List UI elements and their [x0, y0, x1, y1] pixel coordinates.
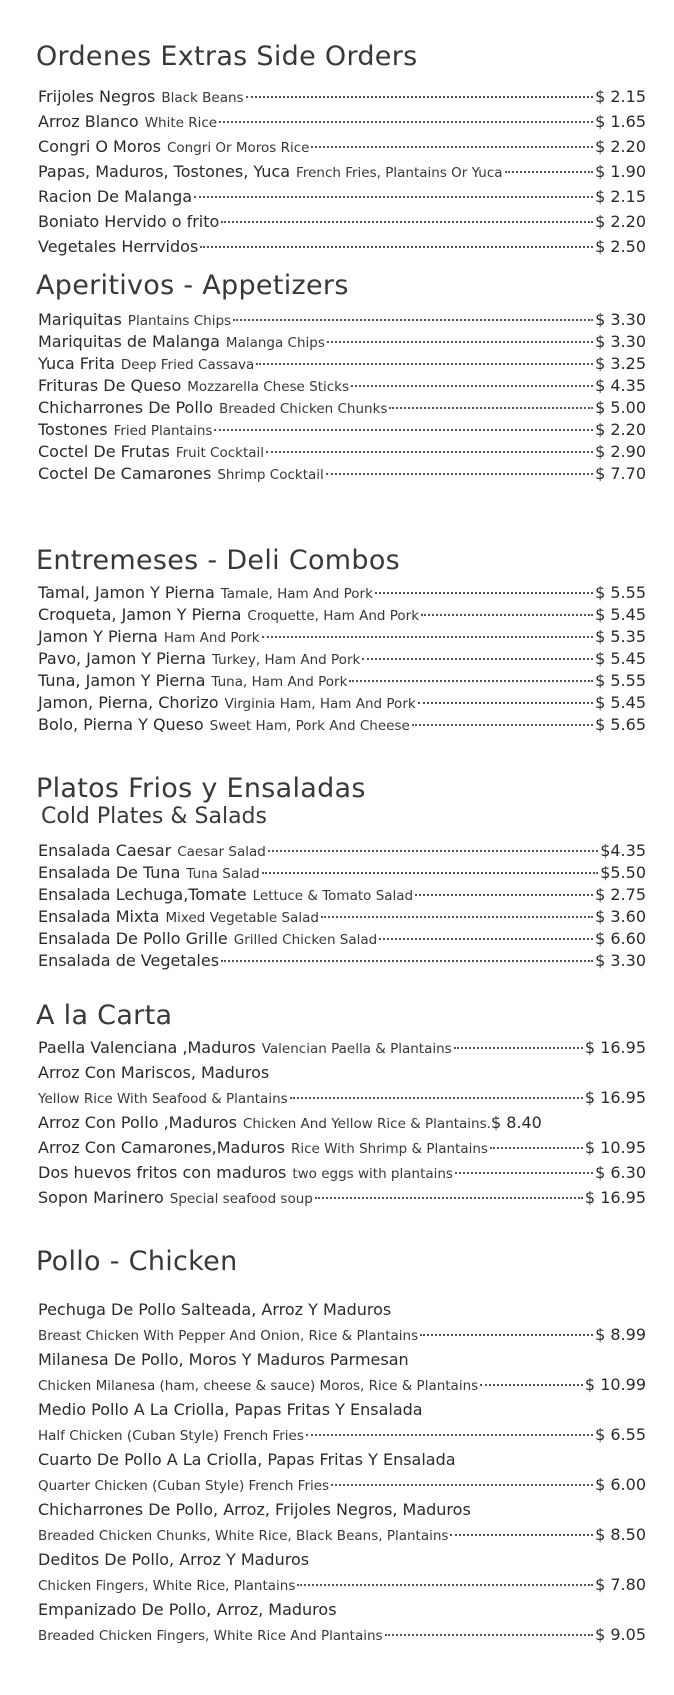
- menu-item-title-line: [38, 1397, 646, 1422]
- dot-leader: [326, 473, 593, 475]
- item-desc: Quarter Chicken (Cuban Style) French Fries: [38, 1478, 330, 1494]
- item-price: $ 8.50: [595, 1525, 646, 1544]
- section-title-side-orders: Ordenes Extras Side Orders: [36, 41, 418, 72]
- item-price: $ 2.20: [595, 212, 646, 231]
- item-name: Arroz Con Pollo ,Maduros: [38, 1113, 237, 1132]
- menu-item: [38, 1035, 646, 1060]
- item-name: Chicharrones De Pollo, Arroz, Frijoles Negros, Maduros: [38, 1500, 471, 1519]
- item-price: $ 3.60: [595, 907, 646, 926]
- item-price: $5.50: [600, 863, 646, 882]
- dot-leader: [420, 1334, 593, 1336]
- section-title-chicken: Pollo - Chicken: [36, 1246, 238, 1277]
- dot-leader: [246, 96, 594, 98]
- menu-item: [38, 209, 646, 234]
- item-price: $ 3.30: [595, 332, 646, 351]
- dot-leader: [256, 363, 593, 365]
- item-desc: Caesar Salad: [177, 844, 266, 860]
- dot-leader: [480, 1384, 583, 1386]
- item-price: $ 9.05: [595, 1625, 646, 1644]
- menu-item-desc-line: [38, 1572, 646, 1597]
- item-name: Arroz Con Mariscos, Maduros: [38, 1063, 270, 1082]
- item-price: $ 6.00: [595, 1475, 646, 1494]
- item-name: Papas, Maduros, Tostones, Yuca: [38, 162, 291, 181]
- item-desc: Breaded Chicken Fingers, White Rice And Plantains: [38, 1628, 383, 1644]
- deli-combos-list: [38, 582, 646, 736]
- item-price: $ 10.99: [584, 1375, 646, 1394]
- item-name: Empanizado De Pollo, Arroz, Maduros: [38, 1600, 337, 1619]
- dot-leader: [349, 680, 593, 682]
- dot-leader: [214, 429, 593, 431]
- item-price: $ 1.65: [595, 112, 646, 131]
- dot-leader: [290, 1097, 583, 1099]
- item-price: $ 8.40: [490, 1113, 542, 1132]
- side-orders-list: [38, 84, 646, 259]
- menu-item-title-line: [38, 1297, 646, 1322]
- item-desc: Breast Chicken With Pepper And Onion, Rice & Plantains: [38, 1328, 419, 1344]
- dot-leader: [321, 916, 593, 918]
- dot-leader: [454, 1047, 583, 1049]
- item-price: $ 2.15: [595, 87, 646, 106]
- item-name: Medio Pollo A La Criolla, Papas Fritas Y Ensalada: [38, 1400, 423, 1419]
- menu-item-title-line: [38, 1597, 646, 1622]
- item-desc: Croquette, Ham And Pork: [247, 608, 420, 624]
- item-name: Congri O Moros: [38, 137, 161, 156]
- dot-leader: [315, 1197, 583, 1199]
- item-price: $ 5.35: [595, 627, 646, 646]
- menu-item: [38, 648, 646, 670]
- item-name: Ensalada de Vegetales: [38, 951, 220, 970]
- item-desc: Breaded Chicken Chunks: [219, 401, 388, 417]
- menu-item: [38, 375, 646, 397]
- item-price: $ 6.30: [595, 1163, 646, 1182]
- item-desc: Breaded Chicken Chunks, White Rice, Black Beans, Plantains: [38, 1528, 449, 1544]
- item-desc: Shrimp Cocktail: [217, 467, 324, 483]
- item-price: $ 16.95: [584, 1088, 646, 1107]
- item-desc: Deep Fried Cassava: [120, 357, 255, 373]
- item-price: $ 6.60: [595, 929, 646, 948]
- item-name: Racion De Malanga: [38, 187, 193, 206]
- dot-leader: [505, 171, 594, 173]
- menu-item-desc-line: [38, 1522, 646, 1547]
- item-name: Tamal, Jamon Y Pierna: [38, 583, 215, 602]
- item-desc: Tuna, Ham And Pork: [211, 674, 348, 690]
- chicken-list: [38, 1297, 646, 1647]
- item-price: $ 2.50: [595, 237, 646, 256]
- item-price: $4.35: [600, 841, 646, 860]
- item-desc: Virginia Ham, Ham And Pork: [224, 696, 416, 712]
- dot-leader: [311, 146, 593, 148]
- item-desc: Fried Plantains: [113, 423, 213, 439]
- item-price: $ 5.55: [595, 583, 646, 602]
- menu-item-title-line: [38, 1547, 646, 1572]
- item-name: Coctel De Camarones: [38, 464, 212, 483]
- dot-leader: [351, 385, 593, 387]
- item-name: Chicharrones De Pollo: [38, 398, 214, 417]
- section-title-appetizers: Aperitivos - Appetizers: [36, 270, 349, 301]
- menu-item: [38, 463, 646, 485]
- item-name: Mariquitas de Malanga: [38, 332, 220, 351]
- menu-item: [38, 906, 646, 928]
- item-desc: Malanga Chips: [225, 335, 325, 351]
- item-price: $ 5.65: [595, 715, 646, 734]
- menu-item-title-line: [38, 1447, 646, 1472]
- item-name: Frituras De Queso: [38, 376, 182, 395]
- dot-leader: [362, 658, 593, 660]
- item-name: Ensalada De Tuna: [38, 863, 181, 882]
- item-name: Cuarto De Pollo A La Criolla, Papas Fritas Y Ensalada: [38, 1450, 456, 1469]
- item-desc: French Fries, Plantains Or Yuca: [296, 165, 503, 181]
- menu-item: [38, 1160, 646, 1185]
- dot-leader: [306, 1434, 593, 1436]
- menu-item: [38, 309, 646, 331]
- menu-item: [38, 840, 646, 862]
- menu-item-desc-line: [38, 1622, 646, 1647]
- menu-item-desc-line: [38, 1422, 646, 1447]
- menu-item: [38, 331, 646, 353]
- section-title-deli-combos: Entremeses - Deli Combos: [36, 545, 401, 576]
- item-desc: Rice With Shrimp & Plantains: [290, 1141, 488, 1157]
- item-desc: Half Chicken (Cuban Style) French Fries: [38, 1428, 304, 1444]
- dot-leader: [221, 960, 593, 962]
- item-price: $ 10.95: [584, 1138, 646, 1157]
- menu-item-desc-line: [38, 1372, 646, 1397]
- item-desc: two eggs with plantains: [292, 1166, 453, 1182]
- item-name: Boniato Hervido o frito: [38, 212, 220, 231]
- dot-leader: [327, 341, 593, 343]
- item-price: $ 2.20: [595, 420, 646, 439]
- item-name: Ensalada Lechuga,Tomate: [38, 885, 247, 904]
- item-name: Arroz Con Camarones,Maduros: [38, 1138, 285, 1157]
- menu-item: [38, 441, 646, 463]
- item-price: $ 7.80: [595, 1575, 646, 1594]
- menu-item: [38, 928, 646, 950]
- dot-leader: [266, 451, 593, 453]
- dot-leader: [455, 1172, 593, 1174]
- item-name: Dos huevos fritos con maduros: [38, 1163, 287, 1182]
- item-price: $ 3.30: [595, 310, 646, 329]
- menu-item: [38, 84, 646, 109]
- menu-item-title-line: [38, 1497, 646, 1522]
- item-name: Pechuga De Pollo Salteada, Arroz Y Maduros: [38, 1300, 392, 1319]
- item-price: $ 2.90: [595, 442, 646, 461]
- item-price: $ 16.95: [584, 1038, 646, 1057]
- dot-leader: [262, 872, 599, 874]
- item-name: Vegetales Herrvidos: [38, 237, 199, 256]
- section-title-a-la-carta: A la Carta: [36, 1000, 173, 1031]
- menu-item: [38, 419, 646, 441]
- cold-plates-list: [38, 840, 646, 972]
- menu-item: [38, 604, 646, 626]
- item-name: Milanesa De Pollo, Moros Y Maduros Parmesan: [38, 1350, 409, 1369]
- item-name: Tostones: [38, 420, 108, 439]
- dot-leader: [233, 319, 593, 321]
- item-desc: White Rice: [144, 115, 218, 131]
- item-name: Ensalada Caesar: [38, 841, 172, 860]
- item-price: $ 5.55: [595, 671, 646, 690]
- item-name: Sopon Marinero: [38, 1188, 164, 1207]
- menu-item: [38, 184, 646, 209]
- dot-leader: [200, 246, 593, 248]
- item-price: $ 2.75: [595, 885, 646, 904]
- item-desc: Sweet Ham, Pork And Cheese: [209, 718, 410, 734]
- dot-leader: [415, 894, 593, 896]
- section-subtitle-cold-plates: Cold Plates & Salads: [41, 804, 267, 829]
- item-desc: Congri Or Moros Rice: [167, 140, 310, 156]
- item-price: $ 2.15: [595, 187, 646, 206]
- item-price: $ 5.45: [595, 605, 646, 624]
- section-title-cold-plates: Platos Frios y Ensaladas: [36, 773, 366, 804]
- item-name: Mariquitas: [38, 310, 122, 329]
- dot-leader: [262, 636, 593, 638]
- item-desc: Tuna Salad: [186, 866, 260, 882]
- a-la-carta-list: [38, 1035, 646, 1210]
- item-price: $ 4.35: [595, 376, 646, 395]
- menu-item-title-line: [38, 1060, 646, 1085]
- item-name: Jamon, Pierna, Chorizo: [38, 693, 219, 712]
- dot-leader: [418, 702, 593, 704]
- appetizers-list: [38, 309, 646, 485]
- menu-item: [38, 582, 646, 604]
- dot-leader: [379, 938, 593, 940]
- dot-leader: [385, 1634, 594, 1636]
- menu-item: [38, 397, 646, 419]
- item-desc: Valencian Paella & Plantains: [261, 1041, 452, 1057]
- item-name: Ensalada Mixta: [38, 907, 160, 926]
- dot-leader: [221, 221, 593, 223]
- item-price: $ 16.95: [584, 1188, 646, 1207]
- item-price: $ 5.45: [595, 693, 646, 712]
- item-price: $ 2.20: [595, 137, 646, 156]
- menu-item-desc-line: [38, 1472, 646, 1497]
- item-desc: Chicken And Yellow Rice & Plantains.: [242, 1116, 491, 1132]
- item-price: $ 5.00: [595, 398, 646, 417]
- item-name: Tuna, Jamon Y Pierna: [38, 671, 206, 690]
- menu-item: [38, 714, 646, 736]
- item-name: Ensalada De Pollo Grille: [38, 929, 228, 948]
- menu-item: [38, 1185, 646, 1210]
- dot-leader: [450, 1534, 593, 1536]
- item-name: Paella Valenciana ,Maduros: [38, 1038, 256, 1057]
- item-desc: Tamale, Ham And Pork: [220, 586, 373, 602]
- item-name: Yuca Frita: [38, 354, 115, 373]
- item-price: $ 8.99: [595, 1325, 646, 1344]
- dot-leader: [490, 1147, 583, 1149]
- item-desc: Ham And Pork: [163, 630, 260, 646]
- menu-item: [38, 950, 646, 972]
- item-name: Deditos De Pollo, Arroz Y Maduros: [38, 1550, 310, 1569]
- item-price: $ 7.70: [595, 464, 646, 483]
- menu-item: [38, 159, 646, 184]
- menu-item-desc-line: [38, 1085, 646, 1110]
- menu-item-desc-line: [38, 1322, 646, 1347]
- item-desc: Plantains Chips: [127, 313, 232, 329]
- menu-item: [38, 109, 646, 134]
- menu-item: [38, 626, 646, 648]
- dot-leader: [268, 850, 598, 852]
- item-name: Frijoles Negros: [38, 87, 156, 106]
- item-desc: Chicken Fingers, White Rice, Plantains: [38, 1578, 296, 1594]
- menu-item: [38, 670, 646, 692]
- item-price: $ 5.45: [595, 649, 646, 668]
- item-name: Pavo, Jamon Y Pierna: [38, 649, 206, 668]
- item-desc: Black Beans: [161, 90, 244, 106]
- item-name: Jamon Y Pierna: [38, 627, 158, 646]
- item-desc: Fruit Cocktail: [175, 445, 265, 461]
- item-desc: Special seafood soup: [169, 1191, 313, 1207]
- item-desc: Turkey, Ham And Pork: [211, 652, 361, 668]
- item-desc: Lettuce & Tomato Salad: [252, 888, 414, 904]
- menu-item: [38, 234, 646, 259]
- dot-leader: [375, 592, 593, 594]
- item-desc: Yellow Rice With Seafood & Plantains: [38, 1091, 288, 1107]
- item-desc: Mozzarella Chese Sticks: [187, 379, 350, 395]
- item-price: $ 6.55: [595, 1425, 646, 1444]
- menu-item: [38, 353, 646, 375]
- item-name: Croqueta, Jamon Y Pierna: [38, 605, 242, 624]
- menu-item: [38, 1135, 646, 1160]
- item-name: Arroz Blanco: [38, 112, 139, 131]
- dot-leader: [219, 121, 593, 123]
- menu-item: [38, 884, 646, 906]
- item-price: $ 1.90: [595, 162, 646, 181]
- dot-leader: [421, 614, 593, 616]
- item-name: Coctel De Frutas: [38, 442, 170, 461]
- menu-item: [38, 862, 646, 884]
- menu-item: [38, 692, 646, 714]
- dot-leader: [412, 724, 593, 726]
- menu-item: [38, 1110, 646, 1135]
- dot-leader: [389, 407, 593, 409]
- item-desc: Grilled Chicken Salad: [233, 932, 378, 948]
- item-price: $ 3.25: [595, 354, 646, 373]
- dot-leader: [194, 196, 593, 198]
- menu-item: [38, 134, 646, 159]
- item-desc: Chicken Milanesa (ham, cheese & sauce) Moros, Rice & Plantains: [38, 1378, 479, 1394]
- item-desc: Mixed Vegetable Salad: [165, 910, 319, 926]
- item-price: $ 3.30: [595, 951, 646, 970]
- dot-leader: [331, 1484, 593, 1486]
- item-name: Bolo, Pierna Y Queso: [38, 715, 204, 734]
- menu-item-title-line: [38, 1347, 646, 1372]
- dot-leader: [297, 1584, 593, 1586]
